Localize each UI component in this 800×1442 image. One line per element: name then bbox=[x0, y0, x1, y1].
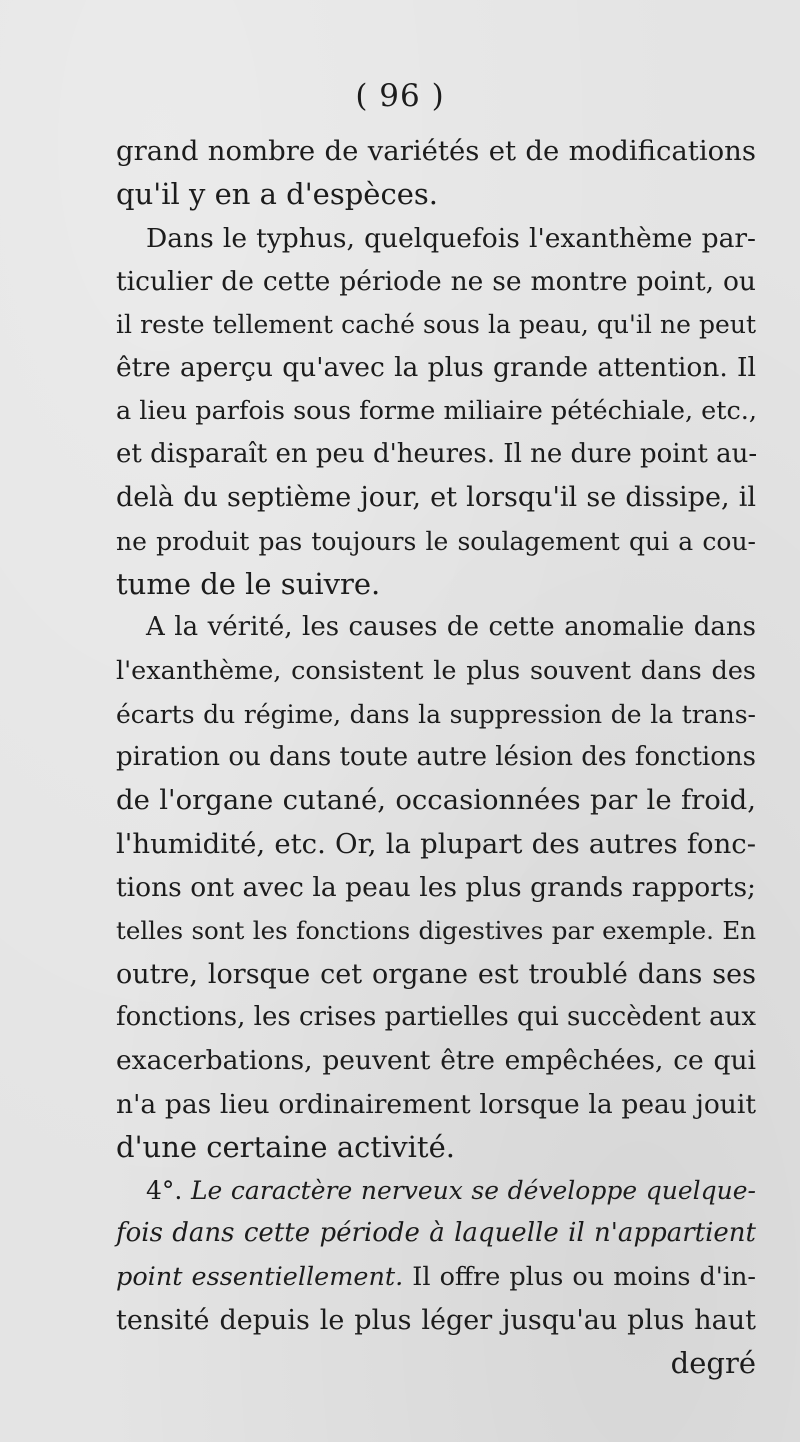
italic-heading-run: point essentiellement. bbox=[116, 1261, 404, 1292]
text-run: qu'il y en a d'espèces. bbox=[116, 177, 438, 212]
text-run: écarts du régime, dans la suppression de la trans- bbox=[116, 699, 756, 729]
page-number: ( 96 ) bbox=[355, 78, 445, 114]
body-text bbox=[116, 130, 756, 1386]
text-line bbox=[116, 996, 756, 1039]
text-line bbox=[116, 390, 756, 433]
text-line bbox=[116, 866, 756, 909]
text-run: degré bbox=[670, 1346, 756, 1381]
paragraph-start-line bbox=[116, 606, 756, 649]
text-line bbox=[116, 346, 756, 389]
text-line bbox=[116, 520, 756, 563]
italic-heading-run: Le caractère nerveux se développe quelque- bbox=[190, 1176, 756, 1206]
text-line bbox=[116, 433, 756, 476]
text-line bbox=[116, 563, 756, 606]
paragraph-start-line bbox=[116, 1169, 756, 1212]
text-line bbox=[116, 650, 756, 693]
text-run: Il offre plus ou moins d'in- bbox=[403, 1261, 756, 1292]
text-run: être aperçu qu'avec la plus grande attention. Il bbox=[116, 352, 756, 384]
text-run: et disparaît en peu d'heures. Il ne dure point au- bbox=[116, 439, 758, 470]
catchword bbox=[116, 1342, 756, 1385]
text-line bbox=[116, 1039, 756, 1082]
text-run: de l'organe cutané, occasionnées par le froid, bbox=[116, 784, 756, 817]
text-line bbox=[116, 260, 756, 303]
text-line bbox=[116, 173, 756, 216]
text-line bbox=[116, 693, 756, 736]
text-run: n'a pas lieu ordinairement lorsque la peau jouit bbox=[116, 1088, 756, 1120]
text-line bbox=[116, 823, 756, 866]
text-run: tume de le suivre. bbox=[116, 566, 381, 601]
text-run: exacerbations, peuvent être empêchées, ce qui bbox=[116, 1045, 756, 1077]
text-line bbox=[116, 1083, 756, 1126]
text-line bbox=[116, 1126, 756, 1169]
text-run: grand nombre de variétés et de modifications bbox=[116, 135, 756, 167]
text-run: l'exanthème, consistent le plus souvent dans des bbox=[116, 655, 756, 686]
text-run: tions ont avec la peau les plus grands rapports; bbox=[116, 872, 756, 904]
text-run: piration ou dans toute autre lésion des fonctions bbox=[116, 742, 756, 773]
text-line bbox=[116, 130, 756, 173]
text-line bbox=[116, 736, 756, 779]
text-line bbox=[116, 909, 756, 952]
text-run: delà du septième jour, et lorsqu'il se dissipe, il bbox=[116, 482, 756, 514]
text-run: d'une certaine activité. bbox=[116, 1129, 455, 1164]
text-line bbox=[116, 1299, 756, 1342]
text-run: l'humidité, etc. Or, la plupart des autres fonc- bbox=[116, 827, 756, 860]
text-run: 4°. bbox=[146, 1176, 191, 1206]
text-run: telles sont les fonctions digestives par exemple. En bbox=[116, 916, 756, 946]
text-run: tensité depuis le plus léger jusqu'au plus haut bbox=[116, 1305, 756, 1337]
text-run: Dans le typhus, quelquefois l'exanthème par- bbox=[146, 222, 756, 254]
paragraph-start-line bbox=[116, 217, 756, 260]
text-line bbox=[116, 953, 756, 996]
text-run: fonctions, les crises partielles qui succèdent aux bbox=[116, 1001, 756, 1032]
text-run: a lieu parfois sous forme miliaire pétéchiale, etc., bbox=[116, 395, 757, 426]
italic-heading-line bbox=[116, 1212, 756, 1255]
text-line bbox=[116, 303, 756, 346]
text-line bbox=[116, 1256, 756, 1299]
text-line bbox=[116, 476, 756, 519]
text-run: fois dans cette période à laquelle il n'appartient bbox=[116, 1218, 756, 1249]
text-run: ticulier de cette période ne se montre point, ou bbox=[116, 265, 756, 297]
text-run: il reste tellement caché sous la peau, qu'il ne peut bbox=[116, 310, 756, 340]
text-line bbox=[116, 779, 756, 822]
text-run: A la vérité, les causes de cette anomalie dans bbox=[146, 612, 756, 643]
text-run: ne produit pas toujours le soulagement qui a cou- bbox=[116, 526, 756, 556]
text-run: outre, lorsque cet organe est troublé dans ses bbox=[116, 958, 756, 990]
